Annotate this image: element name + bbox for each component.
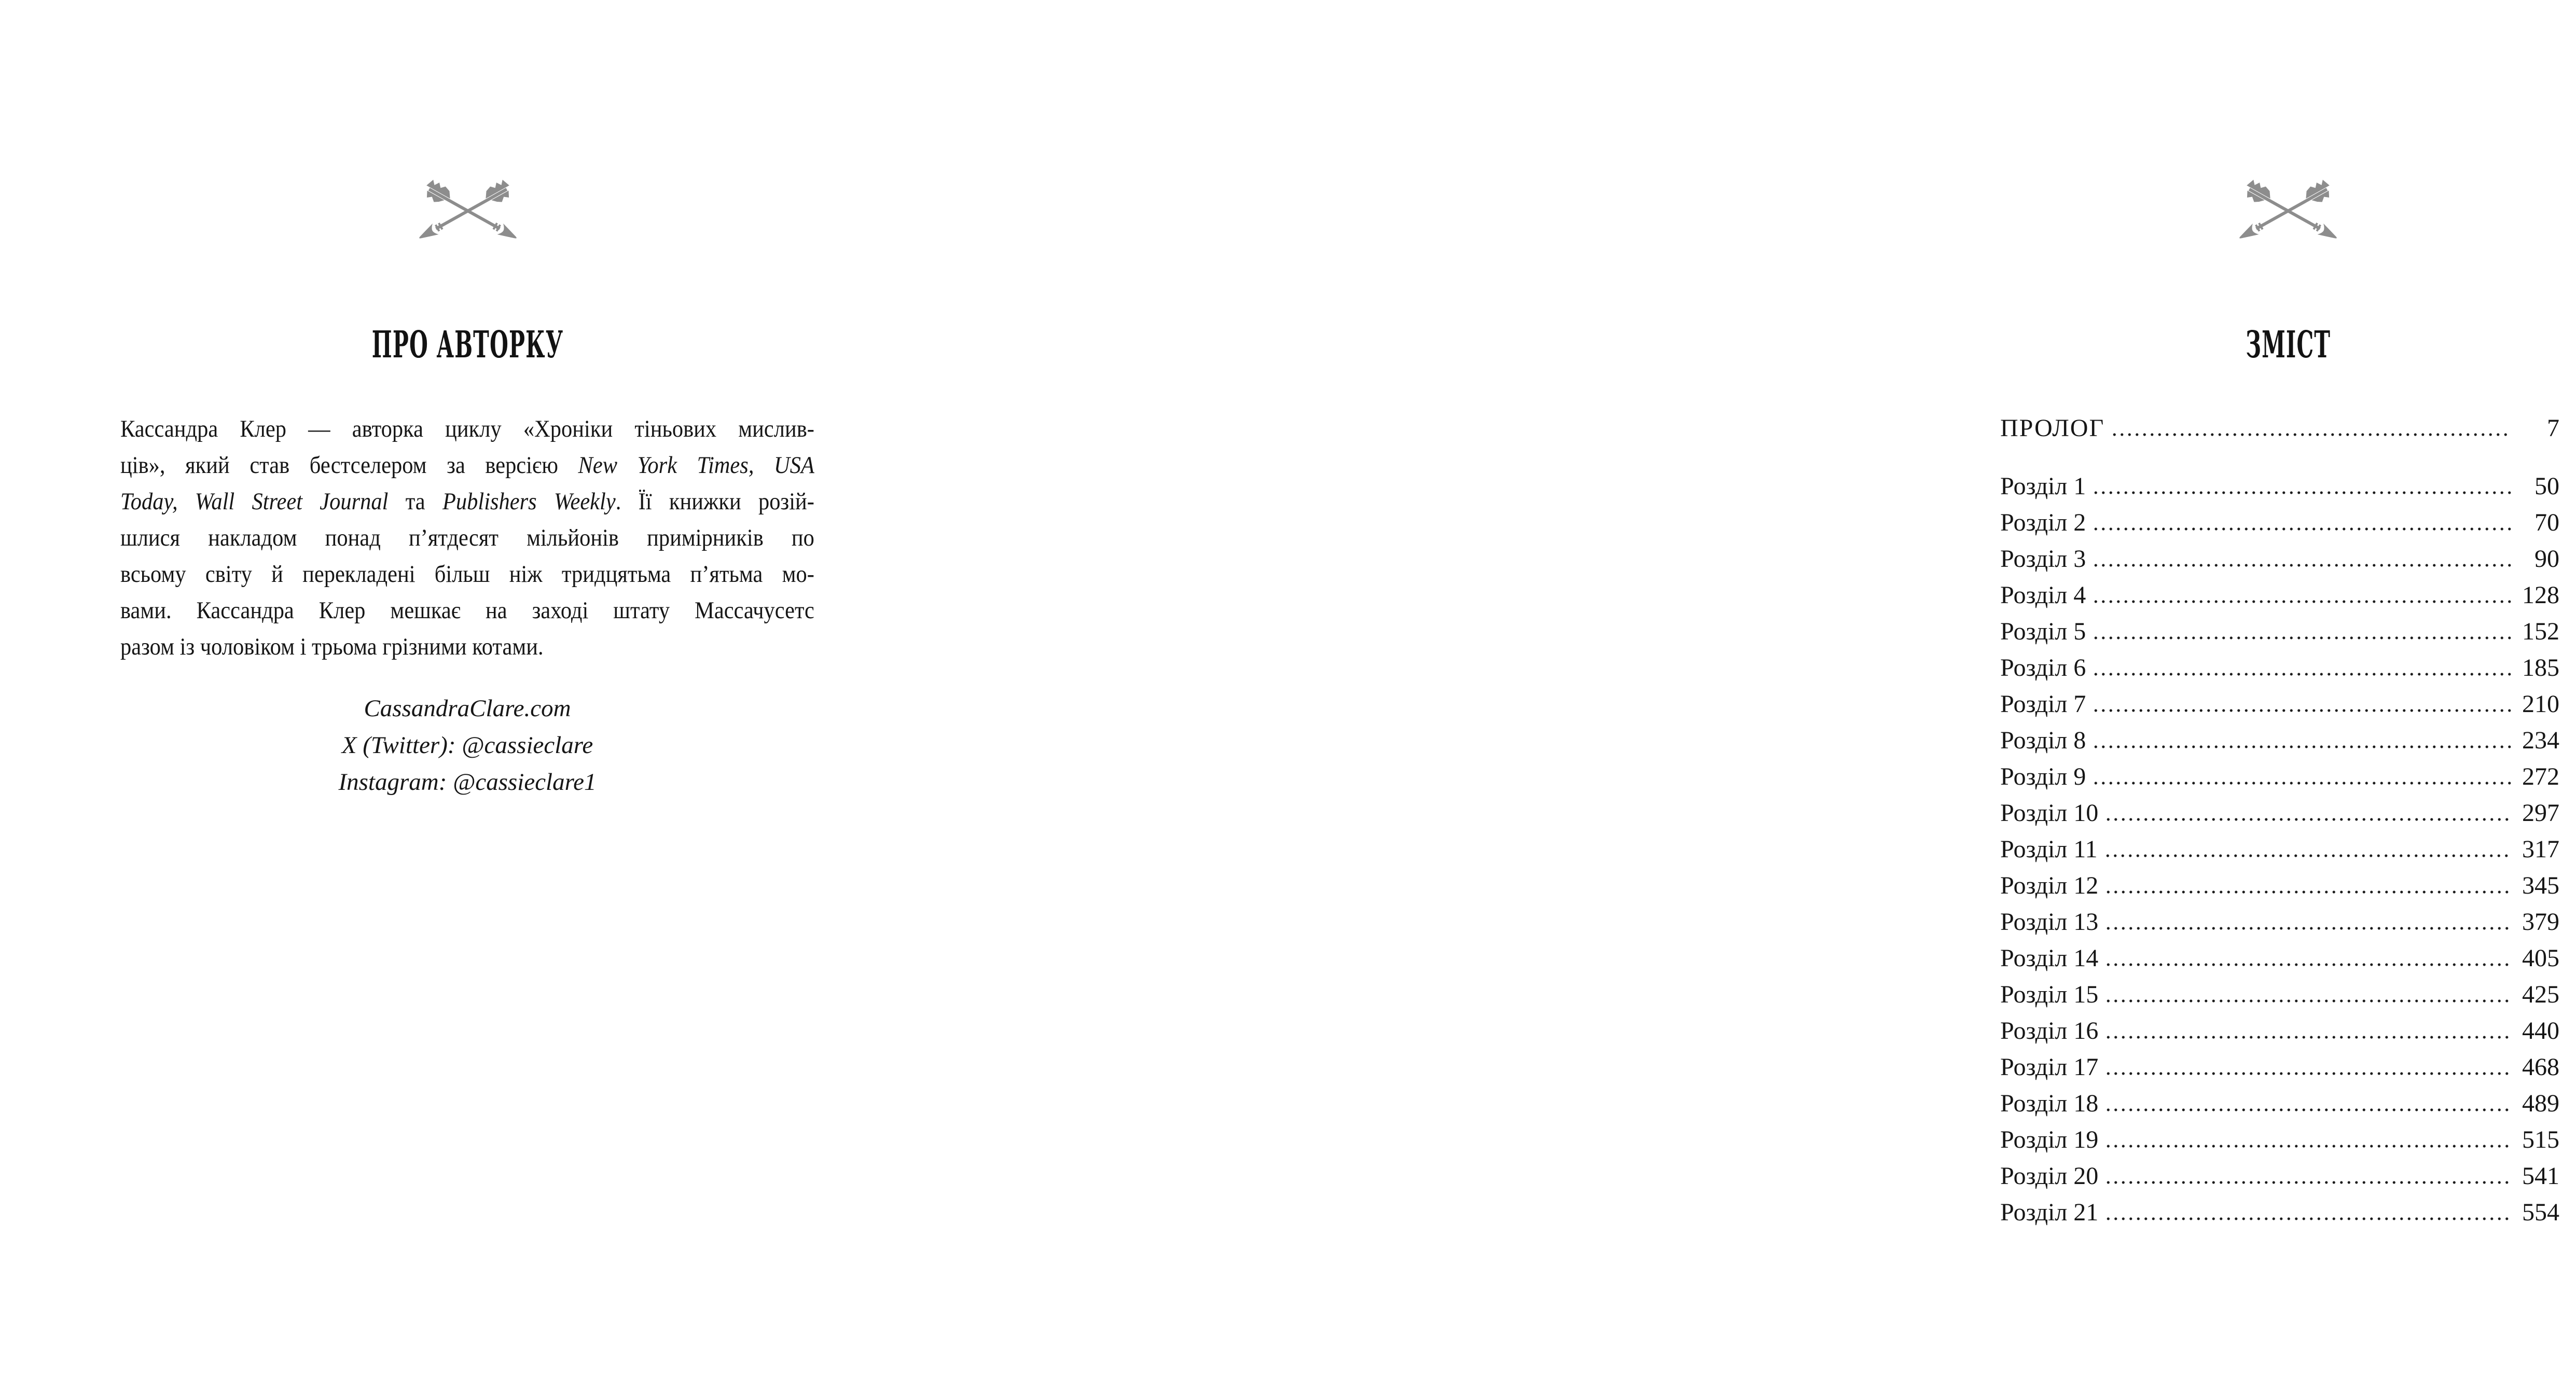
paragraph-line <box>120 520 814 556</box>
toc-label: Розділ 1 <box>2000 472 2086 500</box>
toc-dot-leader <box>2104 927 2512 930</box>
toc-row <box>2000 940 2559 977</box>
toc-page-number: 554 <box>2522 1199 2559 1226</box>
toc-row <box>2000 468 2559 505</box>
toc-row <box>2000 868 2559 904</box>
toc-label: Розділ 10 <box>2000 799 2099 827</box>
toc-label: Розділ 15 <box>2000 981 2099 1008</box>
toc-label: Розділ 12 <box>2000 872 2099 899</box>
toc-dot-leader <box>2104 1181 2512 1184</box>
paragraph-line <box>120 629 814 665</box>
toc-page-number: 128 <box>2522 581 2559 609</box>
toc-row <box>2000 759 2559 795</box>
toc-row <box>2000 410 2559 447</box>
toc-page-number: 345 <box>2522 872 2559 899</box>
toc-label: Розділ 21 <box>2000 1199 2099 1226</box>
toc-label: Розділ 11 <box>2000 836 2098 863</box>
toc-dot-leader <box>2104 1217 2512 1220</box>
contents-heading <box>2000 322 2576 366</box>
toc-list <box>2000 410 2559 1231</box>
contents-heading-text: ЗМІСТ <box>2246 322 2331 366</box>
toc-label: Розділ 16 <box>2000 1017 2099 1045</box>
toc-label: Розділ 5 <box>2000 618 2086 645</box>
about-heading-text: ПРО АВТОРКУ <box>372 322 564 366</box>
toc-dot-leader <box>2104 854 2512 857</box>
text-run: вами. Кассандра Клер мешкає на заході штату Массачусетс <box>120 597 814 624</box>
crossed-arrows-icon <box>2235 177 2341 243</box>
toc-dot-leader <box>2092 782 2512 785</box>
toc-page-number: 468 <box>2522 1053 2559 1081</box>
paragraph-line <box>120 556 814 592</box>
toc-dot-leader <box>2104 963 2512 966</box>
toc-label: Розділ 14 <box>2000 944 2099 972</box>
toc-row <box>2000 977 2559 1013</box>
toc-page-number: 297 <box>2522 799 2559 827</box>
toc-page-number: 515 <box>2522 1126 2559 1153</box>
toc-row <box>2000 650 2559 686</box>
about-paragraph <box>120 411 814 665</box>
toc-row <box>2000 904 2559 940</box>
text-run: шлися накладом понад п’ятдесят мільйонів примірників по <box>120 524 814 551</box>
toc-page-number: 317 <box>2522 836 2559 863</box>
toc-page-number: 70 <box>2535 509 2559 536</box>
crossed-arrows-icon <box>415 177 521 243</box>
toc-chapters <box>2000 468 2559 1231</box>
toc-dot-leader <box>2111 433 2512 436</box>
toc-dot-leader <box>2104 999 2512 1003</box>
toc-page-number: 234 <box>2522 727 2559 754</box>
toc-dot-leader <box>2104 890 2512 894</box>
social-links <box>120 690 814 801</box>
toc-page-number: 272 <box>2522 763 2559 790</box>
toc-label: Розділ 7 <box>2000 690 2086 718</box>
toc-page-number: 185 <box>2522 654 2559 681</box>
toc-label: Розділ 6 <box>2000 654 2086 681</box>
toc-page-number: 7 <box>2547 414 2559 442</box>
italic-run: Today, Wall Street Journal <box>120 488 389 515</box>
paragraph-line <box>120 483 814 520</box>
toc-row <box>2000 614 2559 650</box>
toc-row <box>2000 1158 2559 1194</box>
toc-row <box>2000 1122 2559 1158</box>
toc-label: Розділ 19 <box>2000 1126 2099 1153</box>
italic-run: Publishers Weekly <box>442 488 616 515</box>
text-run: . Її книжки розій- <box>615 488 814 515</box>
toc-page-number: 489 <box>2522 1090 2559 1117</box>
toc-page-number: 210 <box>2522 690 2559 718</box>
about-author-page <box>0 0 919 1378</box>
toc-dot-leader <box>2104 1108 2512 1111</box>
toc-label: Розділ 4 <box>2000 581 2086 609</box>
toc-dot-leader <box>2092 709 2512 712</box>
toc-dot-leader <box>2092 527 2512 531</box>
toc-label: Розділ 9 <box>2000 763 2086 790</box>
toc-row <box>2000 1049 2559 1085</box>
about-heading <box>120 322 815 366</box>
toc-dot-leader <box>2092 491 2512 494</box>
toc-row <box>2000 577 2559 614</box>
toc-page-number: 152 <box>2522 618 2559 645</box>
toc-dot-leader <box>2104 818 2512 821</box>
toc-row <box>2000 831 2559 868</box>
toc-label: Розділ 2 <box>2000 509 2086 536</box>
toc-dot-leader <box>2092 636 2512 639</box>
text-run: та <box>388 488 442 515</box>
toc-row <box>2000 795 2559 831</box>
italic-run: New York Times, USA <box>578 452 814 479</box>
social-link: X (Twitter): @cassieclare <box>341 732 593 759</box>
toc-page-number: 440 <box>2522 1017 2559 1045</box>
text-run: разом із чоловіком і трьома грізними котами. <box>120 633 544 660</box>
toc-row <box>2000 722 2559 759</box>
toc-row <box>2000 1194 2559 1231</box>
toc-dot-leader <box>2092 745 2512 748</box>
toc-dot-leader <box>2092 673 2512 676</box>
toc-dot-leader <box>2104 1145 2512 1148</box>
toc-page-number: 90 <box>2535 545 2559 573</box>
toc-label: Розділ 20 <box>2000 1162 2099 1190</box>
toc-row <box>2000 505 2559 541</box>
paragraph-line <box>120 411 814 447</box>
toc-dot-leader <box>2092 564 2512 567</box>
toc-dot-leader <box>2104 1072 2512 1075</box>
text-run: ців», який став бестселером за версією <box>120 452 578 479</box>
toc-page-number: 541 <box>2522 1162 2559 1190</box>
toc-row <box>2000 1013 2559 1049</box>
toc-label: Розділ 17 <box>2000 1053 2099 1081</box>
toc-label: Розділ 3 <box>2000 545 2086 573</box>
toc-row <box>2000 541 2559 577</box>
social-link: Instagram: @cassieclare1 <box>338 769 597 796</box>
toc-dot-leader <box>2104 1036 2512 1039</box>
toc-label: Розділ 8 <box>2000 727 2086 754</box>
contents-page <box>919 0 2559 1378</box>
toc-label: Розділ 13 <box>2000 908 2099 936</box>
toc-page-number: 379 <box>2522 908 2559 936</box>
toc-dot-leader <box>2092 600 2512 603</box>
paragraph-line <box>120 447 814 483</box>
toc-page-number: 425 <box>2522 981 2559 1008</box>
text-run: всьому світу й перекладені більш ніж тридцятьма п’ятьма мо- <box>120 561 814 588</box>
toc-page-number: 405 <box>2522 944 2559 972</box>
social-link: CassandraClare.com <box>364 695 571 722</box>
toc-label: Розділ 18 <box>2000 1090 2099 1117</box>
paragraph-line <box>120 592 814 629</box>
toc-row <box>2000 686 2559 722</box>
toc-page-number: 50 <box>2535 472 2559 500</box>
toc-label: ПРОЛОГ <box>2000 414 2105 442</box>
toc-row <box>2000 1085 2559 1122</box>
text-run: Кассандра Клер — авторка циклу «Хроніки тіньових мислив- <box>120 415 814 442</box>
